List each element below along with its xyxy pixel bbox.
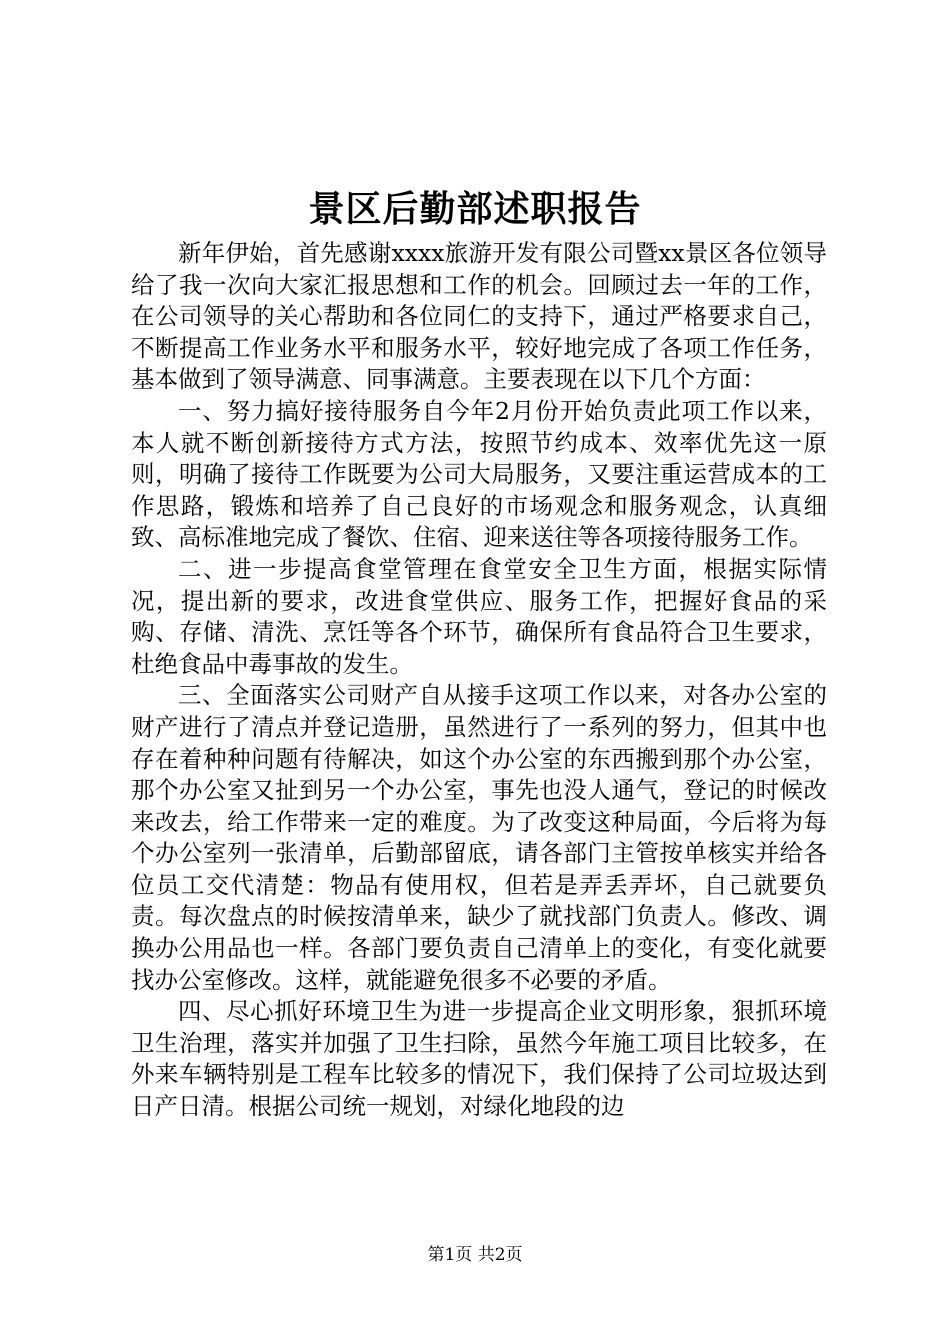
paragraph-intro: 新年伊始，首先感谢xxxx旅游开发有限公司暨xx景区各位领导给了我一次向大家汇报思想和工作的机会。回顾过去一年的工作，在公司领导的关心帮助和各位同仁的支持下，通过严格要求自己，不断提高工作业务水平和服务水平，较好地完成了各项工作任务，基本做到了领导满意、同事满意。主要表现在以下几个方面： [131, 239, 827, 394]
paragraph-section-3: 三、全面落实公司财产自从接手这项工作以来，对各办公室的财产进行了清点并登记造册，虽然进行了一系列的努力，但其中也存在着种种问题有待解决，如这个办公室的东西搬到那个办公室，那个办公室又扯到另一个办公室，事先也没人通气，登记的时候改来改去，给工作带来一定的难度。为了改变这种局面，今后将为每个办公室列一张清单，后勤部留底，请各部门主管按单核实并给各位员工交代清楚：物品有使用权，但若是弄丢弄坏，自己就要负责。每次盘点的时候按清单来，缺少了就找部门负责人。修改、调换办公用品也一样。各部门要负责自己清单上的变化，有变化就要找办公室修改。这样，就能避免很多不必要的矛盾。 [131, 681, 827, 994]
page-number-footer: 第1页 共2页 [427, 1245, 523, 1265]
paragraph-section-1: 一、努力搞好接待服务自今年2月份开始负责此项工作以来，本人就不断创新接待方式方法，按照节约成本、效率优先这一原则，明确了接待工作既要为公司大局服务，又要注重运营成本的工作思路，锻炼和培养了自己良好的市场观念和服务观念，认真细致、高标准地完成了餐饮、住宿、迎来送往等各项接待服务工作。 [131, 396, 827, 552]
document-body [131, 238, 827, 1123]
document-title: 景区后勤部述职报告 [308, 188, 642, 230]
paragraph-section-4: 四、尽心抓好环境卫生为进一步提高企业文明形象，狠抓环境卫生治理，落实并加强了卫生扫除，虽然今年施工项目比较多，在外来车辆特别是工程车比较多的情况下，我们保持了公司垃圾达到日产日清。根据公司统一规划，对绿化地段的边 [131, 997, 827, 1121]
paragraph-section-2: 二、进一步提高食堂管理在食堂安全卫生方面，根据实际情况，提出新的要求，改进食堂供应、服务工作，把握好食品的采购、存储、清洗、烹饪等各个环节，确保所有食品符合卫生要求，杜绝食品中毒事故的发生。 [131, 554, 827, 678]
